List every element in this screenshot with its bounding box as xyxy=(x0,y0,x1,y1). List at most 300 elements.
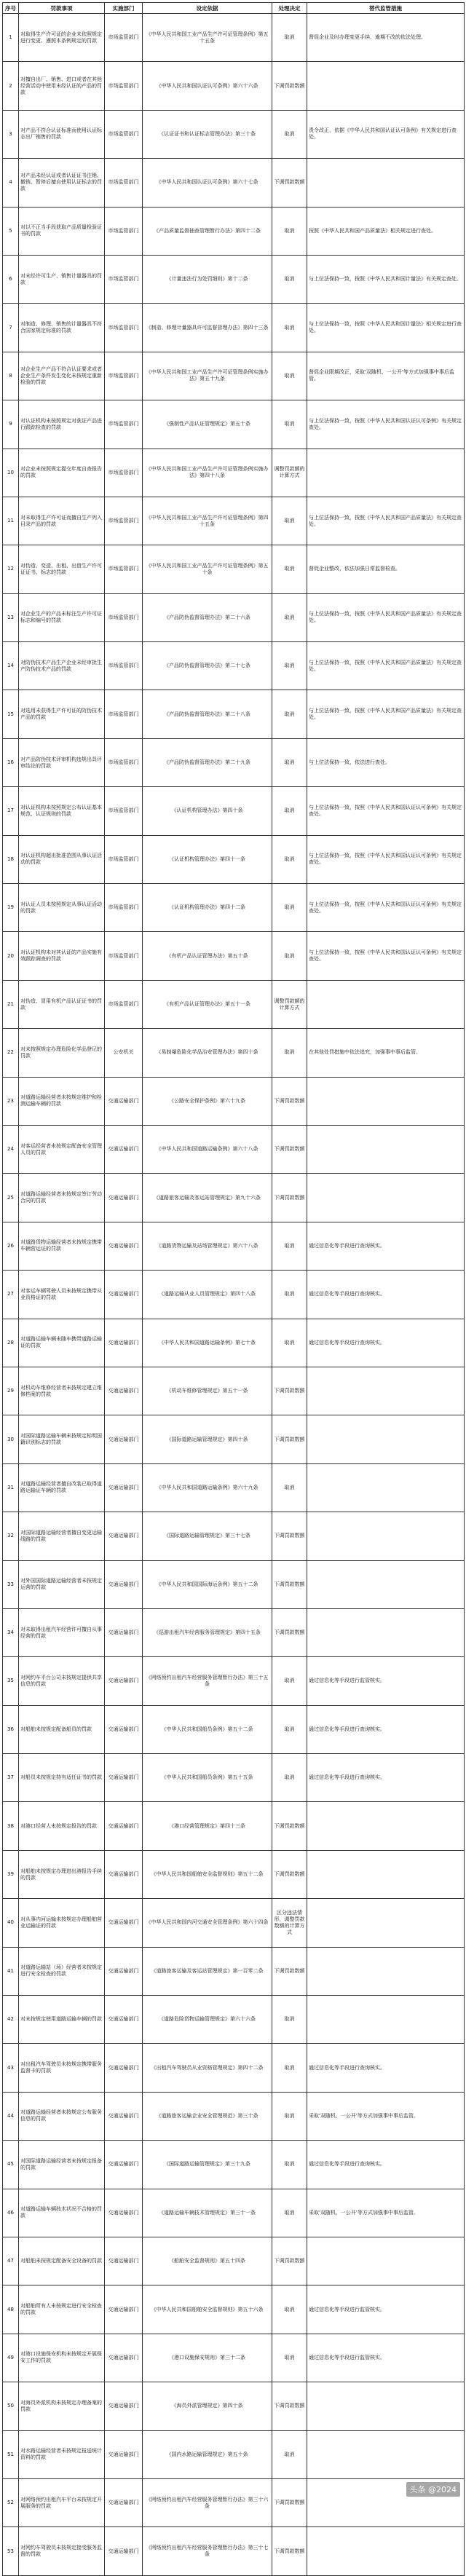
row-fine-item: 对船舶未按规定配备船员的罚款 xyxy=(19,1705,105,1753)
row-index: 45 xyxy=(3,2141,19,2189)
document-page xyxy=(2,2,464,2576)
row-index: 31 xyxy=(3,1463,19,1512)
table-row xyxy=(3,255,465,303)
row-decision: 区分违法情形，调整罚款数额的计算方式 xyxy=(272,1899,307,1947)
row-alternative-measures: 通过信息化等手段进行查询核实。 xyxy=(307,2044,465,2092)
row-decision: 取消 xyxy=(272,497,307,545)
row-legal-basis: 《产品防伪监督管理办法》第二十八条 xyxy=(143,690,272,738)
row-fine-item: 对船舶所有人未按规定进行安全检查的罚款 xyxy=(19,2285,105,2334)
row-legal-basis: 《机动车维修管理规定》第五十一条 xyxy=(143,1367,272,1415)
row-index: 9 xyxy=(3,400,19,449)
table-row xyxy=(3,1947,465,1995)
row-alternative-measures xyxy=(307,2527,465,2575)
row-index: 46 xyxy=(3,2189,19,2237)
row-alternative-measures: 按照《中华人民共和国产品质量法》相关规定进行查处。 xyxy=(307,207,465,255)
row-index: 25 xyxy=(3,1174,19,1222)
row-legal-basis: 《港口经营管理规定》第四十三条 xyxy=(143,1802,272,1850)
row-index: 15 xyxy=(3,690,19,738)
row-alternative-measures xyxy=(307,449,465,497)
row-fine-item: 对港口设施保安机构未按规定开展保安工作的罚款 xyxy=(19,2334,105,2382)
row-fine-item: 对网约车驾驶员未按规定接受服务监督的罚款 xyxy=(19,2527,105,2575)
row-alternative-measures xyxy=(307,2237,465,2285)
table-row xyxy=(3,642,465,690)
row-index: 27 xyxy=(3,1271,19,1319)
row-decision: 取消 xyxy=(272,1463,307,1512)
row-index: 1 xyxy=(3,14,19,62)
table-row xyxy=(3,2237,465,2285)
row-legal-basis: 《中华人民共和国道路运输条例》第七十条 xyxy=(143,1319,272,1367)
row-fine-item: 对企业生产的产品未标注生产许可证标志和编号的罚款 xyxy=(19,593,105,641)
table-row xyxy=(3,1899,465,1947)
row-fine-item: 对道路运输车辆技术状况不合格的罚款 xyxy=(19,2189,105,2237)
row-fine-item: 对道路货物运输经营者未按规定携带车辆营运证的罚款 xyxy=(19,1222,105,1270)
row-alternative-measures xyxy=(307,1174,465,1222)
row-index: 49 xyxy=(3,2334,19,2382)
row-fine-item: 对以不正当手段获取产品质量检验证书的罚款 xyxy=(19,207,105,255)
row-department: 市场监管部门 xyxy=(105,545,143,593)
row-legal-basis: 《认证机构管理办法》第四十一条 xyxy=(143,835,272,883)
row-fine-item: 对未按规定使用道路运输车辆的罚款 xyxy=(19,1996,105,2044)
row-department: 交通运输部门 xyxy=(105,1947,143,1995)
row-legal-basis: 《道路运输车辆技术管理规定》第三十一条 xyxy=(143,2189,272,2237)
row-legal-basis: 《产品防伪监督管理办法》第二十六条 xyxy=(143,593,272,641)
row-legal-basis: 《国际道路运输管理规定》第三十九条 xyxy=(143,2141,272,2189)
row-alternative-measures xyxy=(307,1463,465,1512)
row-decision: 取消 xyxy=(272,642,307,690)
row-department: 交通运输部门 xyxy=(105,2334,143,2382)
row-decision: 取消 xyxy=(272,1029,307,1077)
row-alternative-measures: 与上位法保持一致，按照《中华人民共和国产品质量法》有关规定查处。 xyxy=(307,690,465,738)
row-legal-basis: 《国际道路运输管理规定》第四十条 xyxy=(143,1415,272,1463)
row-alternative-measures: 督促企业限期改正，采取'双随机、一公开'等方式加强事中事后监管。 xyxy=(307,352,465,400)
row-fine-item: 对认证机构超出批准范围从事认证活动的罚款 xyxy=(19,835,105,883)
row-legal-basis: 《道路运输从业人员管理规定》第四十八条 xyxy=(143,1271,272,1319)
table-row xyxy=(3,1608,465,1656)
table-row xyxy=(3,738,465,786)
table-row xyxy=(3,1367,465,1415)
table-row xyxy=(3,62,465,110)
table-row xyxy=(3,352,465,400)
table-row xyxy=(3,980,465,1028)
row-department: 市场监管部门 xyxy=(105,932,143,980)
row-fine-item: 对伪造、变造、出租、出借生产许可证证书、标志的罚款 xyxy=(19,545,105,593)
row-legal-basis: 《认证机构管理办法》第四十二条 xyxy=(143,884,272,932)
header-fine-item: 罚款事项 xyxy=(19,3,105,14)
row-alternative-measures: 通过信息化等手段进行监管核实。 xyxy=(307,2334,465,2382)
row-legal-basis: 《认证机构管理办法》第四十条 xyxy=(143,787,272,835)
row-fine-item: 对船舶未按规定配备安全设备的罚款 xyxy=(19,2237,105,2285)
row-alternative-measures: 与上位法保持一致，按照《中华人民共和国产品质量法》有关规定查处。 xyxy=(307,497,465,545)
row-fine-item: 对道路运输经营者擅自改装已取得道路运输证车辆的罚款 xyxy=(19,1463,105,1512)
row-index: 40 xyxy=(3,1899,19,1947)
row-fine-item: 对制造、修理、销售的计量器具不符合国家规定标准的罚款 xyxy=(19,304,105,352)
row-department: 市场监管部门 xyxy=(105,884,143,932)
row-legal-basis: 《海员外派管理规定》第四十条 xyxy=(143,2382,272,2430)
row-alternative-measures xyxy=(307,1077,465,1125)
row-department: 市场监管部门 xyxy=(105,159,143,207)
row-alternative-measures xyxy=(307,159,465,207)
row-decision: 下调罚款数额 xyxy=(272,2527,307,2575)
row-decision: 取消 xyxy=(272,932,307,980)
row-decision: 下调罚款数额 xyxy=(272,2478,307,2526)
row-index: 41 xyxy=(3,1947,19,1995)
row-legal-basis: 《中华人民共和国工业产品生产许可证管理条例实施办法》第五十九条 xyxy=(143,352,272,400)
row-department: 市场监管部门 xyxy=(105,449,143,497)
row-department: 交通运输部门 xyxy=(105,1754,143,1802)
row-fine-item: 对产品防伪技术评审机构违规出具评审结论的罚款 xyxy=(19,738,105,786)
table-row xyxy=(3,2382,465,2430)
row-alternative-measures xyxy=(307,1608,465,1656)
row-index: 29 xyxy=(3,1367,19,1415)
row-index: 5 xyxy=(3,207,19,255)
row-department: 交通运输部门 xyxy=(105,1899,143,1947)
row-decision: 取消 xyxy=(272,2092,307,2140)
row-index: 33 xyxy=(3,1560,19,1608)
row-department: 市场监管部门 xyxy=(105,400,143,449)
row-decision: 取消 xyxy=(272,1222,307,1270)
row-department: 市场监管部门 xyxy=(105,14,143,62)
row-legal-basis: 《强制性产品认证管理规定》第五十条 xyxy=(143,400,272,449)
row-legal-basis: 《国内水路运输管理规定》第五十条 xyxy=(143,2430,272,2478)
row-legal-basis: 《网络预约出租汽车经营服务管理暂行办法》第三十六条 xyxy=(143,2478,272,2526)
row-alternative-measures: 通过信息化等手段进行监管核实。 xyxy=(307,1657,465,1705)
row-fine-item: 对船员未按规定持有适任证书的罚款 xyxy=(19,1754,105,1802)
row-department: 交通运输部门 xyxy=(105,1222,143,1270)
row-index: 50 xyxy=(3,2382,19,2430)
row-index: 42 xyxy=(3,1996,19,2044)
table-row xyxy=(3,159,465,207)
row-department: 市场监管部门 xyxy=(105,207,143,255)
row-decision: 下调罚款数额 xyxy=(272,1077,307,1125)
table-row xyxy=(3,2092,465,2140)
row-department: 交通运输部门 xyxy=(105,1560,143,1608)
row-index: 17 xyxy=(3,787,19,835)
row-fine-item: 对外国国际道路运输经营者未按规定运营的罚款 xyxy=(19,1560,105,1608)
row-fine-item: 对未取得生产许可证而擅自生产列入目录产品的罚款 xyxy=(19,497,105,545)
row-department: 交通运输部门 xyxy=(105,1657,143,1705)
row-department: 市场监管部门 xyxy=(105,980,143,1028)
row-fine-item: 对产品不符合认证标准而使用认证标志出厂销售的罚款 xyxy=(19,110,105,158)
row-decision: 下调罚款数额 xyxy=(272,159,307,207)
row-index: 37 xyxy=(3,1754,19,1802)
row-decision: 取消 xyxy=(272,1319,307,1367)
row-alternative-measures: 通过信息化等手段进行查询核实。 xyxy=(307,1222,465,1270)
row-legal-basis: 《船舶安全监督规则》第五十四条 xyxy=(143,2237,272,2285)
table-row xyxy=(3,2044,465,2092)
row-fine-item: 对国际道路运输车辆未按规定标明国籍识别标志的罚款 xyxy=(19,1415,105,1463)
table-row xyxy=(3,1222,465,1270)
row-decision: 下调罚款数额 xyxy=(272,62,307,110)
table-row xyxy=(3,400,465,449)
row-index: 12 xyxy=(3,545,19,593)
row-alternative-measures: 与上位法保持一致，按照《中华人民共和国认证认可条例》有关规定查处。 xyxy=(307,884,465,932)
row-fine-item: 对机动车维修经营者未按规定建立维修档案的罚款 xyxy=(19,1367,105,1415)
row-legal-basis: 《计量违法行为处罚细则》第十二条 xyxy=(143,255,272,303)
row-index: 18 xyxy=(3,835,19,883)
row-decision: 下调罚款数额 xyxy=(272,1415,307,1463)
row-department: 交通运输部门 xyxy=(105,2189,143,2237)
row-decision: 取消 xyxy=(272,545,307,593)
row-department: 交通运输部门 xyxy=(105,2092,143,2140)
table-row xyxy=(3,1705,465,1753)
row-decision: 取消 xyxy=(272,835,307,883)
row-index: 30 xyxy=(3,1415,19,1463)
table-row xyxy=(3,304,465,352)
row-decision: 调整罚款额的计算方式 xyxy=(272,449,307,497)
row-index: 32 xyxy=(3,1512,19,1560)
row-decision: 下调罚款数额 xyxy=(272,1367,307,1415)
row-legal-basis: 《中华人民共和国工业产品生产许可证管理条例》第五十五条 xyxy=(143,14,272,62)
row-legal-basis: 《认证证书和认证标志管理办法》第三十条 xyxy=(143,110,272,158)
table-row xyxy=(3,1077,465,1125)
row-decision: 取消 xyxy=(272,207,307,255)
row-legal-basis: 《巡游出租汽车经营服务管理规定》第四十五条 xyxy=(143,1608,272,1656)
row-decision: 取消 xyxy=(272,400,307,449)
row-department: 交通运输部门 xyxy=(105,1996,143,2044)
row-alternative-measures: 在其他处罚措施中依法追究，加强事中事后监管。 xyxy=(307,1029,465,1077)
row-fine-item: 对道路运输车辆未随车携带道路运输证的罚款 xyxy=(19,1319,105,1367)
row-index: 3 xyxy=(3,110,19,158)
table-row xyxy=(3,1754,465,1802)
row-index: 47 xyxy=(3,2237,19,2285)
row-index: 26 xyxy=(3,1222,19,1270)
row-fine-item: 对认证人员未按照规定从事认证活动的罚款 xyxy=(19,884,105,932)
row-alternative-measures: 通过信息化等手段进行查询核实。 xyxy=(307,1319,465,1367)
row-fine-item: 对水路运输经营者未按规定报送统计资料的罚款 xyxy=(19,2430,105,2478)
row-index: 19 xyxy=(3,884,19,932)
row-department: 交通运输部门 xyxy=(105,1319,143,1367)
row-fine-item: 对港口经营人未按规定报告的罚款 xyxy=(19,1802,105,1850)
table-row xyxy=(3,1174,465,1222)
row-legal-basis: 《出租汽车驾驶员从业资格管理规定》第四十二条 xyxy=(143,2044,272,2092)
row-index: 44 xyxy=(3,2092,19,2140)
row-alternative-measures xyxy=(307,2430,465,2478)
row-alternative-measures: 与上位法保持一致，按照《中华人民共和国认证认可条例》有关规定查处。 xyxy=(307,400,465,449)
row-department: 交通运输部门 xyxy=(105,2044,143,2092)
table-row xyxy=(3,2189,465,2237)
row-decision: 取消 xyxy=(272,1705,307,1753)
row-department: 交通运输部门 xyxy=(105,2237,143,2285)
header-alternative-measures: 替代监管措施 xyxy=(307,3,465,14)
row-legal-basis: 《道路货物运输及站场管理规定》第六十八条 xyxy=(143,1222,272,1270)
row-decision: 取消 xyxy=(272,2044,307,2092)
row-fine-item: 对网约车平台公司未按规定提供共享信息的罚款 xyxy=(19,1657,105,1705)
row-decision: 取消 xyxy=(272,255,307,303)
row-alternative-measures: 与上位法保持一致，按照《中华人民共和国认证认可条例》有关规定查处。 xyxy=(307,932,465,980)
row-decision: 取消 xyxy=(272,738,307,786)
row-fine-item: 对认证机构未对其认证的产品实施有效跟踪调查的罚款 xyxy=(19,932,105,980)
row-department: 交通运输部门 xyxy=(105,1415,143,1463)
row-legal-basis: 《国际道路运输管理规定》第三十七条 xyxy=(143,1512,272,1560)
row-alternative-measures xyxy=(307,1512,465,1560)
row-fine-item: 对网络预约出租汽车平台未按规定开展服务的罚款 xyxy=(19,2478,105,2526)
row-legal-basis: 《港口设施保安规则》第三十二条 xyxy=(143,2334,272,2382)
row-department: 交通运输部门 xyxy=(105,2141,143,2189)
row-legal-basis: 《中华人民共和国船员条例》第五十五条 xyxy=(143,1754,272,1802)
row-legal-basis: 《中华人民共和国国际海运条例》第五十二条 xyxy=(143,1560,272,1608)
table-row xyxy=(3,1657,465,1705)
row-fine-item: 对国际道路运输经营者未按规定报备的罚款 xyxy=(19,2141,105,2189)
row-fine-item: 对企业未按照规定提交年度自查报告的罚款 xyxy=(19,449,105,497)
table-row xyxy=(3,449,465,497)
row-decision: 下调罚款数额 xyxy=(272,1850,307,1898)
row-decision: 下调罚款数额 xyxy=(272,2237,307,2285)
row-alternative-measures xyxy=(307,1560,465,1608)
row-department: 交通运输部门 xyxy=(105,2527,143,2575)
table-row xyxy=(3,1560,465,1608)
table-row xyxy=(3,110,465,158)
row-department: 市场监管部门 xyxy=(105,62,143,110)
table-row xyxy=(3,1850,465,1898)
row-legal-basis: 《道路危险货物运输管理规定》第六十六条 xyxy=(143,1996,272,2044)
row-index: 21 xyxy=(3,980,19,1028)
row-legal-basis: 《产品防伪监督管理办法》第二十七条 xyxy=(143,642,272,690)
row-fine-item: 对道路运输站（场）经营者未按规定进行安全检查的罚款 xyxy=(19,1947,105,1995)
row-index: 48 xyxy=(3,2285,19,2334)
row-decision: 取消 xyxy=(272,14,307,62)
row-decision: 下调罚款数额 xyxy=(272,1608,307,1656)
row-department: 市场监管部门 xyxy=(105,642,143,690)
row-decision: 取消 xyxy=(272,884,307,932)
fine-items-table xyxy=(2,2,465,2576)
row-alternative-measures xyxy=(307,1996,465,2044)
row-alternative-measures xyxy=(307,980,465,1028)
table-row xyxy=(3,545,465,593)
row-fine-item: 对伪造、冒用有机产品认证证书的罚款 xyxy=(19,980,105,1028)
table-row xyxy=(3,2430,465,2478)
row-fine-item: 对取得生产许可证的企业未依照规定进行变更、遵照本条例规定的罚款 xyxy=(19,14,105,62)
row-department: 交通运输部门 xyxy=(105,1463,143,1512)
row-alternative-measures xyxy=(307,1947,465,1995)
row-department: 公安机关 xyxy=(105,1029,143,1077)
row-fine-item: 对产品未经认证或者认证证书注销、撤销、暂停后擅自使用认证标志的罚款 xyxy=(19,159,105,207)
row-index: 16 xyxy=(3,738,19,786)
row-alternative-measures: 通过信息化等手段进行查询核实。 xyxy=(307,1754,465,1802)
row-department: 市场监管部门 xyxy=(105,690,143,738)
table-row xyxy=(3,2285,465,2334)
row-alternative-measures: 督促企业整改，依法加强日常监督检查。 xyxy=(307,545,465,593)
row-department: 交通运输部门 xyxy=(105,1705,143,1753)
row-legal-basis: 《有机产品认证管理办法》第五十一条 xyxy=(143,980,272,1028)
row-legal-basis: 《道路旅客运输及客运站管理规定》第一百零二条 xyxy=(143,1947,272,1995)
row-decision: 取消 xyxy=(272,593,307,641)
row-index: 39 xyxy=(3,1850,19,1898)
row-legal-basis: 《公路安全保护条例》第六十九条 xyxy=(143,1077,272,1125)
header-department: 实施部门 xyxy=(105,3,143,14)
table-row xyxy=(3,1029,465,1077)
row-index: 51 xyxy=(3,2430,19,2478)
row-alternative-measures xyxy=(307,62,465,110)
row-fine-item: 对出租汽车驾驶员未按规定携带服务监督卡的罚款 xyxy=(19,2044,105,2092)
row-index: 14 xyxy=(3,642,19,690)
row-index: 24 xyxy=(3,1125,19,1173)
header-legal-basis: 设定依据 xyxy=(143,3,272,14)
row-alternative-measures xyxy=(307,1802,465,1850)
row-department: 市场监管部门 xyxy=(105,835,143,883)
row-legal-basis: 《中华人民共和国内河交通安全管理条例》第六十四条 xyxy=(143,1899,272,1947)
row-index: 10 xyxy=(3,449,19,497)
table-row xyxy=(3,884,465,932)
row-department: 交通运输部门 xyxy=(105,1077,143,1125)
row-legal-basis: 《中华人民共和国认证认可条例》第六十七条 xyxy=(143,159,272,207)
row-legal-basis: 《道路旅客运输企业安全管理规范》第三十条 xyxy=(143,2092,272,2140)
table-row xyxy=(3,497,465,545)
row-alternative-measures xyxy=(307,1125,465,1173)
row-fine-item: 对选用未获得生产许可证的防伪技术产品的罚款 xyxy=(19,690,105,738)
row-legal-basis: 《产品质量监督抽查管理暂行办法》第四十二条 xyxy=(143,207,272,255)
row-index: 11 xyxy=(3,497,19,545)
row-alternative-measures: 与上位法保持一致，按照《中华人民共和国认证认可条例》有关规定查处。 xyxy=(307,787,465,835)
row-legal-basis: 《中华人民共和国道路运输条例》第六十九条 xyxy=(143,1463,272,1512)
row-fine-item: 对客运经营者未按规定配备安全管理人员的罚款 xyxy=(19,1125,105,1173)
row-fine-item: 对未取得出租汽车经营许可擅自从事经营的罚款 xyxy=(19,1608,105,1656)
row-decision: 取消 xyxy=(272,2430,307,2478)
row-department: 交通运输部门 xyxy=(105,2430,143,2478)
table-row xyxy=(3,2527,465,2575)
table-row xyxy=(3,932,465,980)
table-row xyxy=(3,1802,465,1850)
row-index: 35 xyxy=(3,1657,19,1705)
row-index: 53 xyxy=(3,2527,19,2575)
row-index: 36 xyxy=(3,1705,19,1753)
row-alternative-measures xyxy=(307,1415,465,1463)
table-row xyxy=(3,1996,465,2044)
row-index: 4 xyxy=(3,159,19,207)
row-index: 52 xyxy=(3,2478,19,2526)
row-legal-basis: 《中华人民共和国船舶安全监督规则》第五十六条 xyxy=(143,2285,272,2334)
table-row xyxy=(3,1415,465,1463)
row-decision: 下调罚款数额 xyxy=(272,1174,307,1222)
row-index: 20 xyxy=(3,932,19,980)
row-decision: 取消 xyxy=(272,2189,307,2237)
table-row xyxy=(3,207,465,255)
row-department: 交通运输部门 xyxy=(105,2478,143,2526)
row-fine-item: 对认证机构未按照规定对获证产品进行跟踪检查的罚款 xyxy=(19,400,105,449)
row-legal-basis: 《中华人民共和国道路运输条例》第六十八条 xyxy=(143,1125,272,1173)
row-department: 市场监管部门 xyxy=(105,255,143,303)
header-decision: 处理决定 xyxy=(272,3,307,14)
row-legal-basis: 《中华人民共和国工业产品生产许可证管理条例》第四十五条 xyxy=(143,497,272,545)
row-decision: 取消 xyxy=(272,352,307,400)
row-decision: 取消 xyxy=(272,2334,307,2382)
row-fine-item: 对从事内河运输未按规定办理船舶营业运输证的罚款 xyxy=(19,1899,105,1947)
row-alternative-measures xyxy=(307,1367,465,1415)
table-row xyxy=(3,2334,465,2382)
row-department: 市场监管部门 xyxy=(105,787,143,835)
row-legal-basis: 《中华人民共和国船舶安全监督规则》第五十二条 xyxy=(143,1850,272,1898)
row-decision: 取消 xyxy=(272,1754,307,1802)
row-fine-item: 对海员外派机构未按规定办理备案的罚款 xyxy=(19,2382,105,2430)
row-decision: 下调罚款数额 xyxy=(272,1802,307,1850)
row-department: 交通运输部门 xyxy=(105,1512,143,1560)
row-legal-basis: 《制造、修理计量器具许可监督管理办法》第四十三条 xyxy=(143,304,272,352)
row-index: 6 xyxy=(3,255,19,303)
table-row xyxy=(3,690,465,738)
row-decision: 下调罚款数额 xyxy=(272,1125,307,1173)
table-row xyxy=(3,787,465,835)
row-fine-item: 对企业生产产品不符合认证要求或者企业生产条件发生变化未按规定重新检验的罚款 xyxy=(19,352,105,400)
row-fine-item: 对擅自出厂、销售、进口或者在其他经营活动中使用未经认证的产品的罚款 xyxy=(19,62,105,110)
row-decision: 调整罚款额的计算方式 xyxy=(272,980,307,1028)
table-row xyxy=(3,14,465,62)
row-decision: 取消 xyxy=(272,787,307,835)
row-index: 23 xyxy=(3,1077,19,1125)
row-decision: 取消 xyxy=(272,2141,307,2189)
table-row xyxy=(3,2478,465,2526)
row-decision: 下调罚款数额 xyxy=(272,1947,307,1995)
row-department: 市场监管部门 xyxy=(105,304,143,352)
row-department: 市场监管部门 xyxy=(105,738,143,786)
